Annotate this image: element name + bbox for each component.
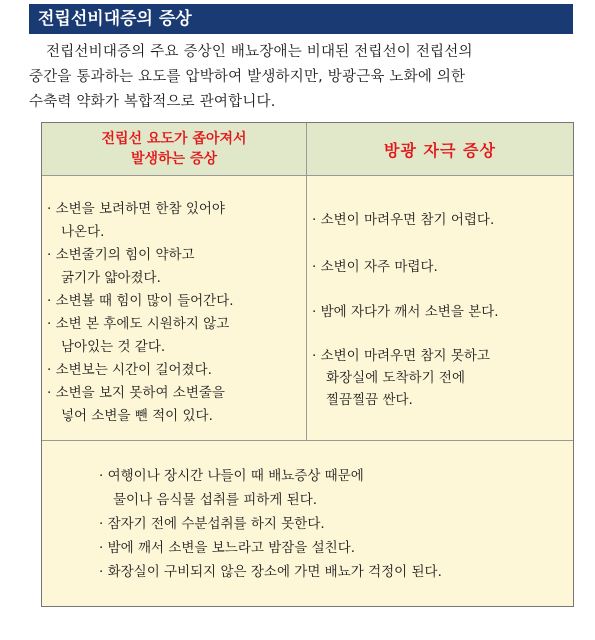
list-item-text: · 잠자기 전에 수분섭취를 하지 못한다. [99, 516, 325, 532]
list-item [312, 345, 490, 411]
list-item-text: · 소변이 자주 마렵다. [312, 259, 438, 275]
urethral-symptom-cell [42, 176, 307, 441]
header-urethral-symptoms [42, 123, 307, 176]
intro-line-3: 수축력 약화가 복합적으로 관여합니다. [29, 94, 276, 110]
list-item-text: · 소변을 보려하면 한참 있어야 [47, 201, 225, 217]
list-item-text: · 소변이 마려우면 참지 못하고 [312, 348, 490, 364]
list-item [312, 256, 438, 278]
list-item-text: 화장실에 도착하기 전에 [326, 370, 465, 386]
list-item-text: · 밤에 깨서 소변을 보느라고 밤잠을 설친다. [99, 540, 356, 556]
list-item-text: · 여행이나 장시간 나들이 때 배뇨증상 때문에 [99, 468, 364, 484]
list-item-text: · 소변줄기의 힘이 약하고 [47, 247, 195, 263]
list-item [47, 359, 212, 382]
list-item-text: 굵기가 얇아졌다. [61, 270, 161, 286]
intro-line-1: 전립선비대증의 주요 증상인 배뇨장애는 비대된 전립선이 전립선의 [46, 44, 473, 60]
lifestyle-impact-cell [42, 441, 573, 606]
list-item-text: · 소변 본 후에도 시원하지 않고 [47, 316, 230, 332]
list-item-text: · 화장실이 구비되지 않은 장소에 가면 배뇨가 걱정이 된다. [99, 564, 442, 580]
list-item [99, 537, 355, 561]
list-item-text: 물이나 음식물 섭취를 피하게 된다. [113, 491, 318, 508]
section-title: 전립선비대증의 증상 [29, 4, 573, 34]
list-item-text: · 소변보는 시간이 길어졌다. [47, 362, 212, 378]
intro-paragraph [29, 40, 577, 115]
symptom-table [41, 122, 574, 607]
list-item-text: 넣어 소변을 뺀 적이 있다. [61, 408, 213, 424]
list-item [312, 209, 494, 231]
list-item [99, 561, 442, 585]
list-item [312, 301, 499, 323]
list-item [47, 313, 229, 359]
list-item-text: 나온다. [61, 224, 105, 240]
list-item-text: · 소변을 보지 못하여 소변줄을 [47, 385, 225, 401]
list-item-text: 찔끔찔끔 싼다. [326, 392, 413, 408]
header-bladder-symptoms: 방광 자극 증상 [307, 123, 573, 176]
header-left-line-2: 발생하는 증상 [130, 151, 218, 167]
list-item [47, 382, 225, 428]
intro-line-2: 중간을 통과하는 요도를 압박하여 발생하지만, 방광근육 노화에 의한 [29, 69, 466, 85]
bladder-symptom-cell [307, 176, 573, 441]
list-item [47, 290, 234, 313]
list-item-text: · 소변이 마려우면 참기 어렵다. [312, 212, 495, 228]
list-item [99, 513, 325, 537]
list-item-text: 남아있는 것 같다. [61, 339, 166, 355]
list-item [47, 244, 195, 290]
list-item [99, 465, 364, 512]
list-item [47, 198, 225, 244]
header-left-line-1: 전립선 요도가 좁아져서 [101, 131, 247, 147]
list-item-text: · 소변볼 때 힘이 많이 들어간다. [47, 293, 234, 309]
list-item-text: · 밤에 자다가 깨서 소변을 본다. [312, 304, 499, 320]
